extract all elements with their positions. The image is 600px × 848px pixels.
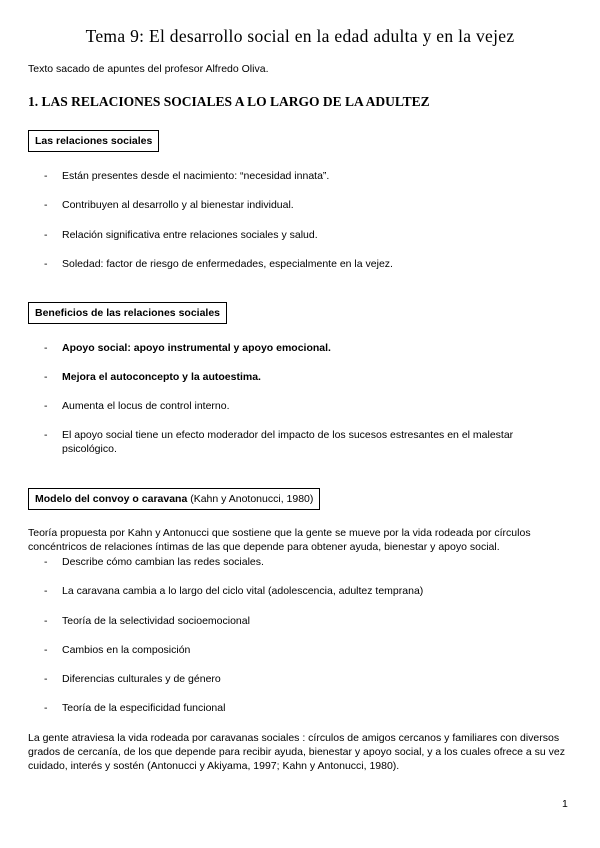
list-item: [44, 672, 564, 686]
list-item-text: Cambios en la composición: [62, 644, 191, 656]
list-item-text: Mejora el autoconcepto y la autoestima.: [62, 371, 261, 383]
subsection-citation: (Kahn y Anotonucci, 1980): [190, 493, 314, 505]
section-heading: 1. LAS RELACIONES SOCIALES A LO LARGO DE LA ADULTEZ: [28, 94, 430, 109]
list-item: [44, 399, 564, 413]
subsection-box-convoy: [28, 488, 320, 510]
list-item-text: El apoyo social tiene un efecto moderador del impacto de los sucesos estresantes en el malestar psicológico.: [62, 429, 514, 455]
list-item-text: Describe cómo cambian las redes sociales.: [62, 556, 264, 568]
paragraph-convoy: Teoría propuesta por Kahn y Antonucci que sostiene que la gente se mueve por la vida rodeada por círculos concéntricos de relaciones íntimas de las que depende para obtener ayuda, bienestar y apoyo social.: [28, 527, 531, 553]
list-item: [44, 341, 564, 355]
list-item-text: Teoría de la selectividad socioemocional: [62, 615, 250, 627]
paragraph-caravanas: La gente atraviesa la vida rodeada por caravanas sociales : círculos de amigos cercanos y familiares con diversos grados de cercanía, de los que depende para recibir ayuda, bienestar y apoyo social, y a los cuales ofrece a su vez cuidado, interés y sostén (Antonucci y Akiyama, 1997; Kahn y Antonucci, 1980).: [28, 732, 565, 772]
list-item-text: La caravana cambia a lo largo del ciclo vital (adolescencia, adultez temprana): [62, 585, 424, 597]
dash-bullet: -: [44, 371, 48, 383]
subsection-box-relaciones: [28, 130, 159, 152]
list-item: [44, 614, 564, 628]
list-item: [44, 370, 564, 384]
list-item: [44, 169, 564, 183]
dash-bullet: -: [44, 429, 48, 441]
source-note: Texto sacado de apuntes del profesor Alfredo Oliva.: [28, 63, 269, 75]
dash-bullet: -: [44, 556, 48, 568]
page-title: Tema 9: El desarrollo social en la edad adulta y en la vejez: [85, 26, 515, 46]
subsection-label: Beneficios de las relaciones sociales: [35, 307, 221, 319]
list-item-text: Están presentes desde el nacimiento: “necesidad innata”.: [62, 170, 330, 182]
list-item: [44, 257, 564, 271]
list-item: [44, 643, 564, 657]
dash-bullet: -: [44, 258, 48, 270]
list-item-text: Contribuyen al desarrollo y al bienestar individual.: [62, 199, 294, 211]
list-item-text: Teoría de la especificidad funcional: [62, 702, 226, 714]
list-item: [44, 228, 564, 242]
list-item-text: Relación significativa entre relaciones sociales y salud.: [62, 229, 318, 241]
subsection-label: Las relaciones sociales: [35, 135, 153, 147]
list-item: [44, 584, 564, 598]
list-item: [44, 198, 564, 212]
list-item: [44, 428, 564, 456]
list-item: [44, 701, 564, 715]
list-item-text: Apoyo social: apoyo instrumental y apoyo emocional.: [62, 342, 331, 354]
dash-bullet: -: [44, 644, 48, 656]
dash-bullet: -: [44, 342, 48, 354]
dash-bullet: -: [44, 229, 48, 241]
subsection-box-beneficios: [28, 302, 227, 324]
page-number: 1: [562, 798, 568, 810]
dash-bullet: -: [44, 673, 48, 685]
list-item: [44, 555, 564, 569]
dash-bullet: -: [44, 702, 48, 714]
dash-bullet: -: [44, 400, 48, 412]
list-item-text: Soledad: factor de riesgo de enfermedades, especialmente en la vejez.: [62, 258, 393, 270]
dash-bullet: -: [44, 615, 48, 627]
dash-bullet: -: [44, 199, 48, 211]
list-item-text: Diferencias culturales y de género: [62, 673, 221, 685]
list-item-text: Aumenta el locus de control interno.: [62, 400, 230, 412]
dash-bullet: -: [44, 585, 48, 597]
subsection-label: Modelo del convoy o caravana: [35, 493, 188, 505]
dash-bullet: -: [44, 170, 48, 182]
